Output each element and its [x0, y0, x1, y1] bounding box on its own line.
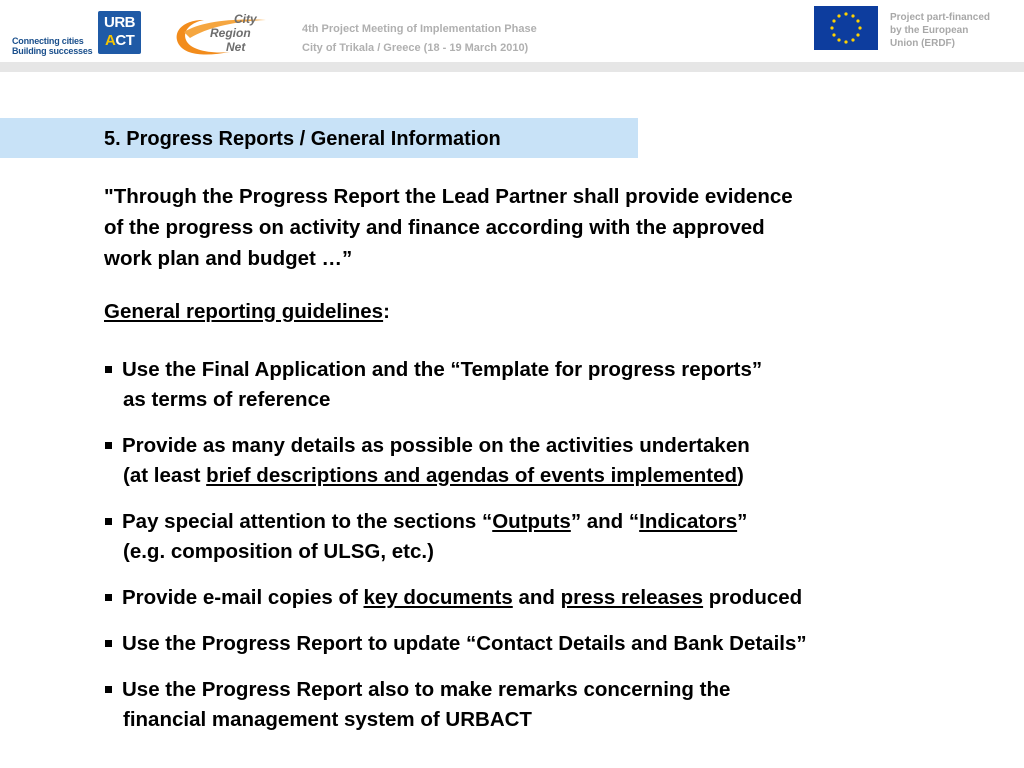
- bullet-icon: [105, 366, 112, 373]
- list-item: [104, 629, 1014, 659]
- list-item: [104, 355, 1014, 415]
- list-item: [104, 583, 1014, 613]
- eu-note-line-1: Project part-financed: [890, 12, 991, 23]
- meeting-info: [302, 20, 537, 58]
- list-item-line-1: Pay special attention to the sections “Outputs” and “Indicators”: [122, 510, 748, 533]
- list-item-line-1: Use the Final Application and the “Template for progress reports”: [122, 358, 763, 381]
- guidelines-heading: General reporting guidelines:: [104, 300, 390, 323]
- list-item-line-2: (e.g. composition of ULSG, etc.): [123, 540, 434, 563]
- list-item-line-1: Provide as many details as possible on the activities undertaken: [122, 434, 750, 457]
- list-item-line-2: (at least brief descriptions and agendas of events implemented): [123, 464, 744, 487]
- header-divider: [0, 62, 1024, 72]
- guidelines-list: [104, 355, 1014, 751]
- list-item-line-1: Provide e-mail copies of key documents and press releases produced: [122, 586, 803, 609]
- quote-block: [104, 181, 1004, 274]
- eu-funding-note: [890, 11, 990, 50]
- section-title: 5. Progress Reports / General Information: [104, 128, 501, 150]
- urbact-logo-top: URB: [104, 14, 135, 31]
- urbact-logo: [98, 11, 141, 54]
- list-item-line-2: as terms of reference: [123, 388, 331, 411]
- urbact-tagline-line-1: Connecting cities: [12, 36, 84, 46]
- crn-line-3: Net: [226, 40, 246, 54]
- quote-line-3: work plan and budget …”: [104, 247, 353, 270]
- bullet-icon: [105, 686, 112, 693]
- bullet-icon: [105, 594, 112, 601]
- list-item-line-1: Use the Progress Report also to make remarks concerning the: [122, 678, 731, 701]
- urbact-tagline-line-2: Building successes: [12, 46, 93, 56]
- list-item: [104, 675, 1014, 735]
- eu-note-line-3: Union (ERDF): [890, 38, 955, 49]
- list-item-line-2: financial management system of URBACT: [123, 708, 532, 731]
- crn-line-2: Region: [210, 26, 251, 40]
- bullet-icon: [105, 442, 112, 449]
- guidelines-heading-text: General reporting guidelines: [104, 300, 384, 323]
- quote-line-1: "Through the Progress Report the Lead Partner shall provide evidence: [104, 185, 793, 208]
- list-item: [104, 507, 1014, 567]
- quote-line-2: of the progress on activity and finance according with the approved: [104, 216, 765, 239]
- bullet-icon: [105, 640, 112, 647]
- list-item: [104, 431, 1014, 491]
- eu-flag-icon: [814, 6, 878, 50]
- eu-note-line-2: by the European: [890, 25, 969, 36]
- list-item-line-1: Use the Progress Report to update “Contact Details and Bank Details”: [122, 632, 807, 655]
- meeting-line-2: City of Trikala / Greece (18 - 19 March 2010): [302, 42, 529, 54]
- header: [0, 0, 1024, 62]
- urbact-tagline: [12, 36, 92, 56]
- crn-line-1: City: [234, 12, 257, 26]
- bullet-icon: [105, 518, 112, 525]
- urbact-logo-bottom: ACT: [105, 32, 135, 49]
- meeting-line-1: 4th Project Meeting of Implementation Phase: [302, 23, 537, 35]
